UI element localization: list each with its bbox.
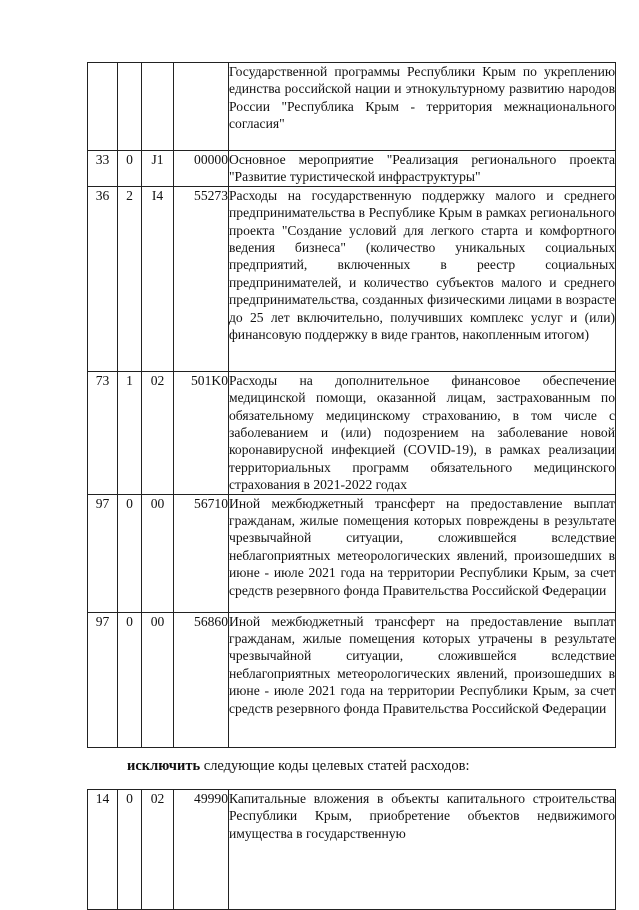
- code-cell-3: 02: [142, 790, 174, 910]
- instruction-bold: исключить: [127, 758, 201, 774]
- table-row: [88, 186, 616, 371]
- description-text: Основное мероприятие "Реализация регионального проекта "Развитие туристической инфраструктуры": [229, 152, 615, 185]
- table-row: [88, 494, 616, 612]
- code-cell-4: 56710: [174, 494, 229, 612]
- table-row: [88, 612, 616, 747]
- code-cell-2: 0: [118, 494, 142, 612]
- table-row: [88, 790, 616, 910]
- code-cell-4: [174, 63, 229, 151]
- code-cell-2: [118, 63, 142, 151]
- table-row: [88, 151, 616, 187]
- code-cell-3: J1: [142, 151, 174, 187]
- table-row: [88, 371, 616, 494]
- code-cell-1: 36: [88, 186, 118, 371]
- code-cell-2: 2: [118, 186, 142, 371]
- table-row: [88, 63, 616, 151]
- code-cell-2: 1: [118, 371, 142, 494]
- description-text: Государственной программы Республики Крым по укреплению единства российской нации и этнокультурному развитию народов России "Республика Крым - территория межнационального согласия": [229, 64, 615, 132]
- code-cell-1: [88, 63, 118, 151]
- code-cell-2: 0: [118, 151, 142, 187]
- description-cell: [229, 790, 616, 910]
- description-cell: [229, 186, 616, 371]
- code-cell-3: 00: [142, 494, 174, 612]
- code-cell-4: 55273: [174, 186, 229, 371]
- code-cell-3: 02: [142, 371, 174, 494]
- description-cell: [229, 151, 616, 187]
- target-codes-table: [87, 62, 616, 748]
- code-cell-3: I4: [142, 186, 174, 371]
- code-cell-4: 49990: [174, 790, 229, 910]
- code-cell-1: 33: [88, 151, 118, 187]
- description-cell: [229, 371, 616, 494]
- description-text: Иной межбюджетный трансферт на предоставление выплат гражданам, жилые помещения которых утрачены в результате чрезвычайной ситуации, сложившейся вследствие неблагоприятных метеорологических явлений, произошедших в июне - июле 2021 года на территории Республики Крым, за счет средств резервного фонда Правительства Российской Федерации: [229, 613, 615, 716]
- code-cell-3: 00: [142, 612, 174, 747]
- code-cell-1: 97: [88, 612, 118, 747]
- description-cell: [229, 612, 616, 747]
- description-text: Расходы на государственную поддержку малого и среднего предпринимательства в Республике Крым в рамках регионального проекта "Создание условий для легкого старта и комфортного ведения бизнеса" (количество уникальных социальных предприятий, включенных в реестр социальных предпринимателей, и количество субъектов малого и среднего предпринимательства, созданных физическими лицами в возрасте до 25 лет включительно, получивших комплекс услуг и (или) финансовую поддержку в виде грантов, накопленным итогом): [229, 187, 615, 343]
- description-text: Капитальные вложения в объекты капитального строительства Республики Крым, приобретение объектов недвижимого имущества в государственную: [229, 791, 615, 841]
- instruction-text: [127, 758, 469, 775]
- description-cell: [229, 494, 616, 612]
- code-cell-4: 00000: [174, 151, 229, 187]
- code-cell-1: 97: [88, 494, 118, 612]
- code-cell-1: 73: [88, 371, 118, 494]
- code-cell-3: [142, 63, 174, 151]
- code-cell-2: 0: [118, 790, 142, 910]
- code-cell-1: 14: [88, 790, 118, 910]
- excluded-codes-table: [87, 789, 616, 910]
- code-cell-4: 56860: [174, 612, 229, 747]
- instruction-rest: следующие коды целевых статей расходов:: [200, 758, 470, 774]
- description-cell: [229, 63, 616, 151]
- description-text: Иной межбюджетный трансферт на предоставление выплат гражданам, жилые помещения которых повреждены в результате чрезвычайной ситуации, сложившейся вследствие неблагоприятных метеорологических явлений, произошедших в июне - июле 2021 года на территории Республики Крым, за счет средств резервного фонда Правительства Российской Федерации: [229, 495, 615, 598]
- description-text: Расходы на дополнительное финансовое обеспечение медицинской помощи, оказанной лицам, застрахованным по обязательному медицинскому страхованию, в том числе с заболеванием и (или) подозрением на заболевание новой коронавирусной инфекцией (COVID-19), в рамках реализации территориальных программ обязательного медицинского страхования в 2021-2022 годах: [229, 372, 615, 493]
- code-cell-2: 0: [118, 612, 142, 747]
- code-cell-4: 501K0: [174, 371, 229, 494]
